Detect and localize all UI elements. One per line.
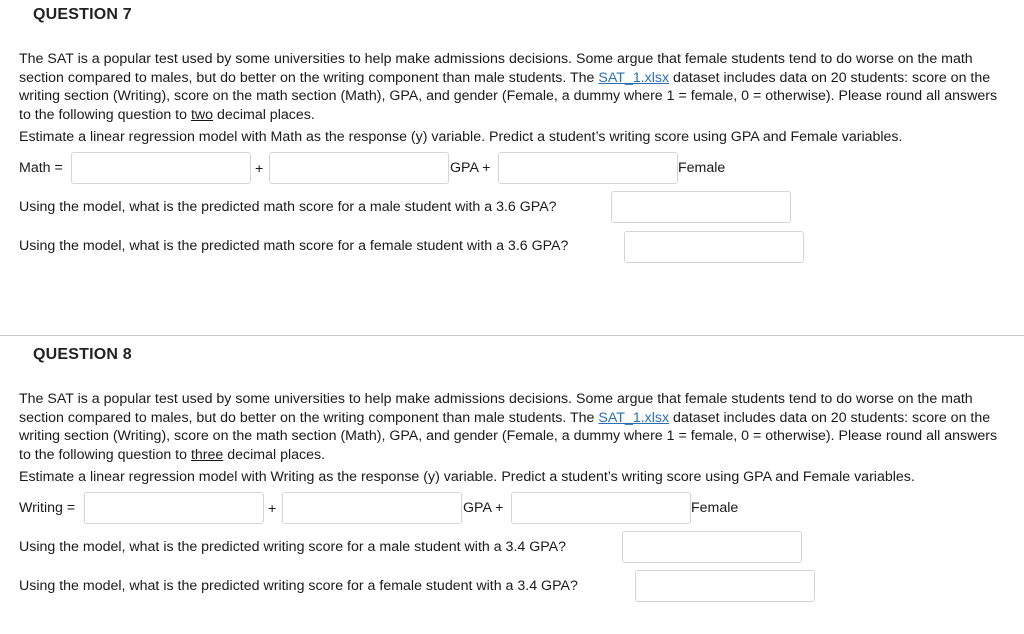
- math-female-prediction-input[interactable]: [624, 231, 804, 263]
- math-gpa-coef-input[interactable]: [269, 152, 449, 184]
- question-7-instruction: Estimate a linear regression model with Math as the response (y) variable. Predict a student’s writing score using GPA and Female variables.: [19, 129, 903, 145]
- writing-gpa-coef-input[interactable]: [282, 492, 462, 524]
- gpa-plus-label: GPA +: [463, 500, 504, 516]
- math-male-prediction-input[interactable]: [611, 191, 791, 223]
- prompt-text-3: decimal places.: [213, 106, 315, 123]
- prompt-text-2: dataset includes data on 20 students: score on the writing section (Writing), score on the math section (Math), GPA, and gender (Female, a dummy where 1 = female, 0 = otherwise). Please round all answers to the following question to: [19, 409, 998, 463]
- rounding-word: three: [190, 446, 224, 463]
- question-8-female-prompt: Using the model, what is the predicted writing score for a female student with a 3.4 GPA?: [19, 578, 578, 594]
- question-8-header: [0, 335, 1024, 366]
- question-8-title: QUESTION 8: [33, 346, 132, 363]
- writing-intercept-input[interactable]: [84, 492, 264, 524]
- question-7-prompt: [19, 50, 1004, 124]
- math-equation-label: Math =: [19, 160, 63, 176]
- dataset-link[interactable]: SAT_1.xlsx: [598, 409, 670, 426]
- gpa-plus-label: GPA +: [450, 160, 491, 176]
- prompt-text-1: The SAT is a popular test used by some universities to help make admissions decisions. Some argue that female students tend to do worse on the math section compared to males, but do better on the writing component than male students. The: [19, 51, 973, 86]
- question-7-title: QUESTION 7: [33, 6, 132, 23]
- math-female-coef-input[interactable]: [498, 152, 678, 184]
- writing-female-prediction-input[interactable]: [635, 570, 815, 602]
- female-label: Female: [678, 160, 726, 176]
- writing-equation-label: Writing =: [19, 500, 76, 516]
- question-8-male-prompt: Using the model, what is the predicted writing score for a male student with a 3.4 GPA?: [19, 539, 567, 555]
- question-8-prompt: [19, 390, 1004, 464]
- female-label: Female: [691, 500, 739, 516]
- math-intercept-input[interactable]: [71, 152, 251, 184]
- question-8-instruction: Estimate a linear regression model with Writing as the response (y) variable. Predict a student’s writing score using GPA and Female variables.: [19, 469, 915, 485]
- prompt-text-1: The SAT is a popular test used by some universities to help make admissions decisions. Some argue that female students tend to do worse on the math section compared to males, but do better on the writing component than male students. The: [19, 391, 973, 426]
- dataset-link[interactable]: SAT_1.xlsx: [598, 69, 670, 86]
- prompt-text-3: decimal places.: [223, 446, 326, 463]
- question-7-female-prompt: Using the model, what is the predicted math score for a female student with a 3.6 GPA?: [19, 238, 569, 254]
- question-7-male-prompt: Using the model, what is the predicted math score for a male student with a 3.6 GPA?: [19, 199, 557, 215]
- writing-female-coef-input[interactable]: [511, 492, 691, 524]
- question-7-header: [0, 0, 1024, 30]
- prompt-text-2: dataset includes data on 20 students: score on the writing section (Writing), score on the math section (Math), GPA, and gender (Female, a dummy where 1 = female, 0 = otherwise). Please round all answers to the following question to: [19, 69, 998, 123]
- writing-male-prediction-input[interactable]: [622, 531, 802, 563]
- rounding-word: two: [190, 106, 214, 123]
- plus-sign: +: [255, 161, 264, 177]
- plus-sign: +: [268, 501, 277, 517]
